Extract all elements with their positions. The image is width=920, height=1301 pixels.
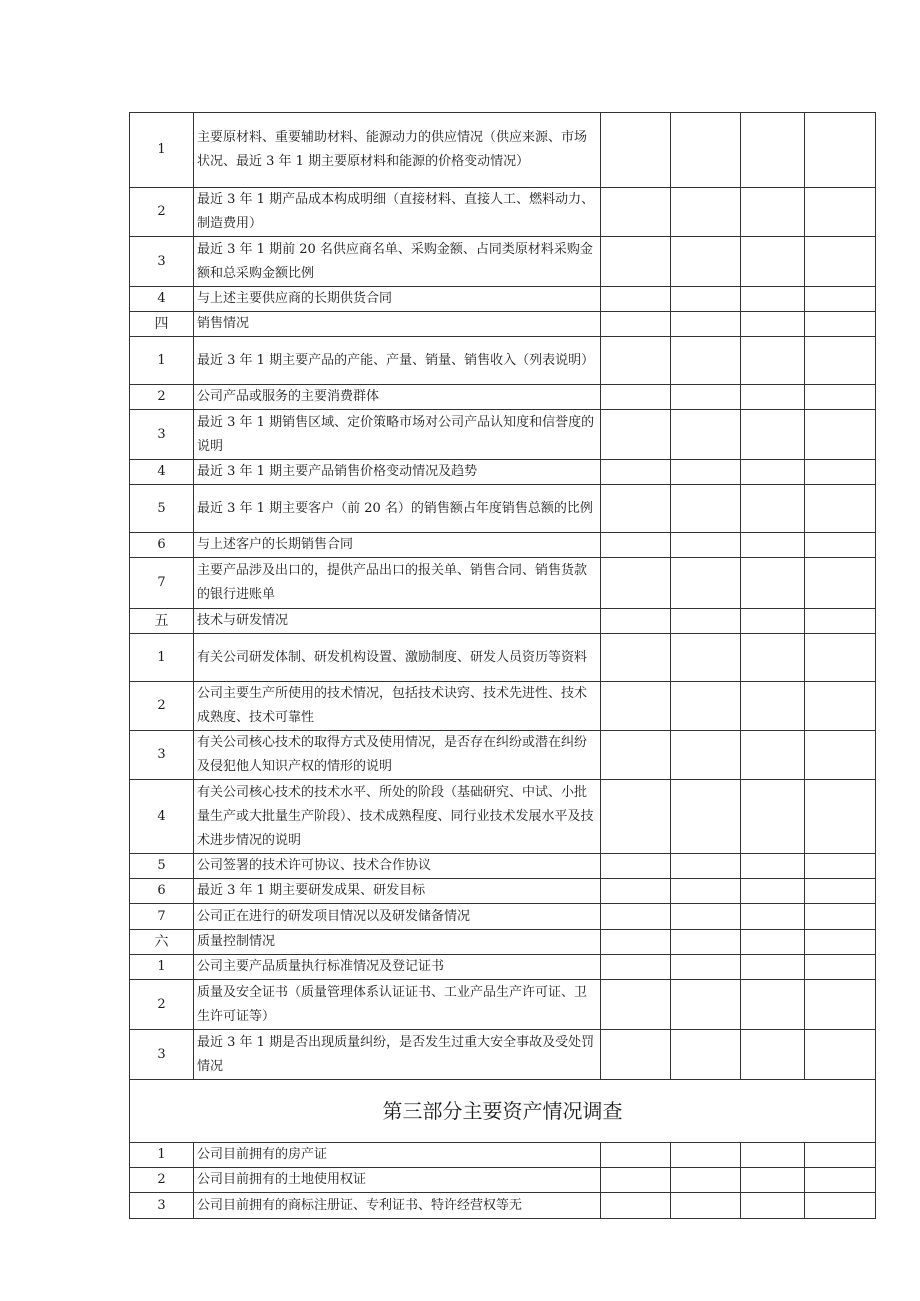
table-row [130,854,876,879]
row-item-text: 最近 3 年 1 期产品成本构成明细（直接材料、直接人工、燃料动力、制造费用） [194,188,601,237]
blank-cell [741,558,805,609]
row-number: 1 [130,634,194,682]
table-row [130,731,876,780]
table-row [130,1193,876,1219]
blank-cell [805,460,876,485]
blank-cell [671,385,741,410]
blank-cell [671,1030,741,1080]
blank-cell [805,312,876,337]
table-row [130,113,876,188]
blank-cell [805,485,876,533]
table-row [130,237,876,287]
blank-cell [601,955,671,980]
blank-cell [805,113,876,188]
blank-cell [601,930,671,955]
table-row [130,682,876,731]
row-number: 1 [130,337,194,385]
blank-cell [671,337,741,385]
row-item-text: 有关公司核心技术的取得方式及使用情况，是否存在纠纷或潜在纠纷及侵犯他人知识产权的情形的说明 [194,731,601,780]
blank-cell [741,1168,805,1193]
blank-cell [601,879,671,904]
blank-cell [805,879,876,904]
table-row [130,980,876,1030]
row-item-text: 公司产品或服务的主要消费群体 [194,385,601,410]
row-item-text: 主要原材料、重要辅助材料、能源动力的供应情况（供应来源、市场状况、最近 3 年 1 期主要原材料和能源的价格变动情况） [194,113,601,188]
section-title: 技术与研发情况 [194,609,601,634]
row-item-text: 最近 3 年 1 期是否出现质量纠纷，是否发生过重大安全事故及受处罚情况 [194,1030,601,1080]
table-row [130,533,876,558]
blank-cell [805,533,876,558]
blank-cell [805,731,876,780]
blank-cell [671,287,741,312]
row-number: 3 [130,1193,194,1219]
blank-cell [601,634,671,682]
blank-cell [741,731,805,780]
section-header-row [130,930,876,955]
row-number: 2 [130,682,194,731]
blank-cell [671,609,741,634]
blank-cell [671,854,741,879]
table-row [130,879,876,904]
blank-cell [601,682,671,731]
blank-cell [741,634,805,682]
section-title: 销售情况 [194,312,601,337]
blank-cell [601,113,671,188]
blank-cell [601,410,671,460]
blank-cell [805,930,876,955]
blank-cell [671,930,741,955]
row-number: 2 [130,188,194,237]
row-item-text: 与上述客户的长期销售合同 [194,533,601,558]
row-item-text: 公司签署的技术许可协议、技术合作协议 [194,854,601,879]
row-item-text: 公司主要生产所使用的技术情况，包括技术诀窍、技术先进性、技术成熟度、技术可靠性 [194,682,601,731]
table-row [130,558,876,609]
row-item-text: 最近 3 年 1 期销售区域、定价策略市场对公司产品认知度和信誉度的说明 [194,410,601,460]
blank-cell [671,460,741,485]
section-header-row [130,609,876,634]
blank-cell [741,682,805,731]
row-number: 7 [130,558,194,609]
row-item-text: 最近 3 年 1 期前 20 名供应商名单、采购金额、占同类原材料采购金额和总采购金额比例 [194,237,601,287]
row-number: 4 [130,460,194,485]
blank-cell [741,113,805,188]
blank-cell [671,1143,741,1168]
section-number: 四 [130,312,194,337]
blank-cell [601,237,671,287]
blank-cell [805,854,876,879]
row-number: 2 [130,1168,194,1193]
row-number: 3 [130,1030,194,1080]
blank-cell [671,780,741,854]
table-row [130,188,876,237]
blank-cell [671,237,741,287]
row-item-text: 最近 3 年 1 期主要产品销售价格变动情况及趋势 [194,460,601,485]
table-row [130,904,876,930]
row-number: 3 [130,237,194,287]
blank-cell [741,287,805,312]
blank-cell [805,237,876,287]
row-number: 1 [130,113,194,188]
blank-cell [805,337,876,385]
section-number: 六 [130,930,194,955]
blank-cell [741,312,805,337]
blank-cell [741,385,805,410]
table-row [130,485,876,533]
blank-cell [601,731,671,780]
blank-cell [601,1143,671,1168]
row-number: 2 [130,385,194,410]
blank-cell [601,854,671,879]
blank-cell [805,188,876,237]
blank-cell [601,460,671,485]
row-item-text: 主要产品涉及出口的，提供产品出口的报关单、销售合同、销售货款的银行进账单 [194,558,601,609]
blank-cell [601,558,671,609]
blank-cell [741,904,805,930]
blank-cell [741,609,805,634]
blank-cell [805,955,876,980]
section-header-row [130,312,876,337]
row-item-text: 公司主要产品质量执行标准情况及登记证书 [194,955,601,980]
document-page [129,112,875,1219]
blank-cell [671,904,741,930]
table-row [130,460,876,485]
blank-cell [671,955,741,980]
blank-cell [601,980,671,1030]
table-row [130,385,876,410]
blank-cell [741,460,805,485]
row-number: 6 [130,879,194,904]
blank-cell [741,485,805,533]
blank-cell [601,904,671,930]
blank-cell [741,1193,805,1219]
blank-cell [601,188,671,237]
blank-cell [805,682,876,731]
due-diligence-checklist-table [129,112,876,1219]
table-row [130,1030,876,1080]
blank-cell [671,731,741,780]
blank-cell [805,1030,876,1080]
blank-cell [741,533,805,558]
blank-cell [741,1143,805,1168]
row-item-text: 公司目前拥有的土地使用权证 [194,1168,601,1193]
blank-cell [805,780,876,854]
blank-cell [671,1168,741,1193]
blank-cell [601,1030,671,1080]
blank-cell [805,609,876,634]
row-number: 7 [130,904,194,930]
row-number: 1 [130,1143,194,1168]
blank-cell [741,955,805,980]
table-row [130,634,876,682]
blank-cell [671,682,741,731]
row-item-text: 公司目前拥有的商标注册证、专利证书、特许经营权等无 [194,1193,601,1219]
blank-cell [805,385,876,410]
blank-cell [671,113,741,188]
blank-cell [671,485,741,533]
blank-cell [601,385,671,410]
blank-cell [741,980,805,1030]
blank-cell [671,312,741,337]
blank-cell [671,980,741,1030]
blank-cell [805,904,876,930]
blank-cell [741,337,805,385]
row-item-text: 有关公司研发体制、研发机构设置、激励制度、研发人员资历等资料 [194,634,601,682]
blank-cell [601,1168,671,1193]
blank-cell [741,410,805,460]
row-number: 4 [130,287,194,312]
blank-cell [671,1193,741,1219]
table-row [130,955,876,980]
blank-cell [805,558,876,609]
row-item-text: 质量及安全证书（质量管理体系认证证书、工业产品生产许可证、卫生许可证等） [194,980,601,1030]
row-number: 3 [130,731,194,780]
row-item-text: 最近 3 年 1 期主要客户（前 20 名）的销售额占年度销售总额的比例 [194,485,601,533]
row-item-text: 公司正在进行的研发项目情况以及研发储备情况 [194,904,601,930]
blank-cell [671,410,741,460]
row-number: 3 [130,410,194,460]
blank-cell [805,287,876,312]
row-item-text: 最近 3 年 1 期主要产品的产能、产量、销量、销售收入（列表说明） [194,337,601,385]
table-row [130,1168,876,1193]
blank-cell [805,980,876,1030]
row-number: 4 [130,780,194,854]
blank-cell [741,854,805,879]
blank-cell [671,634,741,682]
part-3-title: 第三部分主要资产情况调查 [130,1080,876,1143]
blank-cell [741,930,805,955]
table-row [130,780,876,854]
blank-cell [741,879,805,904]
table-row [130,410,876,460]
blank-cell [601,780,671,854]
blank-cell [671,188,741,237]
row-number: 6 [130,533,194,558]
section-number: 五 [130,609,194,634]
table-row [130,1143,876,1168]
row-number: 2 [130,980,194,1030]
row-number: 5 [130,485,194,533]
blank-cell [601,485,671,533]
blank-cell [601,609,671,634]
blank-cell [741,188,805,237]
blank-cell [601,1193,671,1219]
part-heading-row [130,1080,876,1143]
blank-cell [671,558,741,609]
row-number: 1 [130,955,194,980]
table-row [130,287,876,312]
blank-cell [805,1168,876,1193]
blank-cell [805,1143,876,1168]
blank-cell [601,533,671,558]
blank-cell [741,780,805,854]
row-item-text: 最近 3 年 1 期主要研发成果、研发目标 [194,879,601,904]
blank-cell [601,337,671,385]
row-item-text: 公司目前拥有的房产证 [194,1143,601,1168]
blank-cell [741,1030,805,1080]
blank-cell [805,634,876,682]
blank-cell [805,410,876,460]
blank-cell [601,287,671,312]
section-title: 质量控制情况 [194,930,601,955]
blank-cell [671,879,741,904]
row-item-text: 与上述主要供应商的长期供货合同 [194,287,601,312]
table-row [130,337,876,385]
row-number: 5 [130,854,194,879]
blank-cell [671,533,741,558]
blank-cell [805,1193,876,1219]
blank-cell [601,312,671,337]
blank-cell [741,237,805,287]
row-item-text: 有关公司核心技术的技术水平、所处的阶段（基础研究、中试、小批量生产或大批量生产阶段）、技术成熟程度、同行业技术发展水平及技术进步情况的说明 [194,780,601,854]
